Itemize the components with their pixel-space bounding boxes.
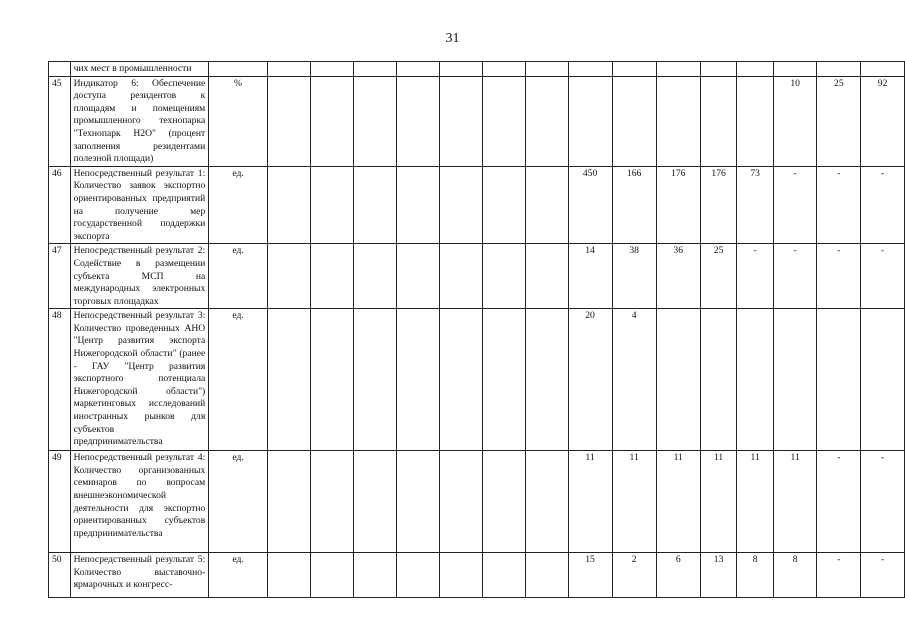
value-cell: 8	[773, 553, 817, 598]
value-cell	[267, 166, 310, 244]
value-cell	[861, 62, 905, 77]
value-cell	[568, 62, 612, 77]
value-cell: 166	[612, 166, 656, 244]
value-cell	[439, 62, 482, 77]
value-cell: 11	[737, 451, 773, 553]
value-cell	[396, 451, 439, 553]
value-cell: 15	[568, 553, 612, 598]
value-cell	[817, 62, 861, 77]
value-cell	[612, 62, 656, 77]
value-cell	[439, 309, 482, 451]
value-cell: 8	[737, 553, 773, 598]
indicator-description: чих мест в промышленности	[70, 62, 209, 77]
value-cell	[310, 244, 353, 309]
value-cell	[353, 553, 396, 598]
value-cell	[482, 553, 525, 598]
value-cell	[817, 309, 861, 451]
value-cell	[353, 166, 396, 244]
value-cell	[396, 553, 439, 598]
value-cell	[267, 76, 310, 166]
row-number: 50	[49, 553, 71, 598]
value-cell: 176	[700, 166, 737, 244]
value-cell	[482, 166, 525, 244]
unit-cell: ед.	[209, 309, 268, 451]
value-cell: 13	[700, 553, 737, 598]
value-cell	[353, 76, 396, 166]
value-cell: -	[817, 166, 861, 244]
value-cell	[737, 76, 773, 166]
value-cell: 14	[568, 244, 612, 309]
value-cell	[396, 244, 439, 309]
value-cell	[267, 451, 310, 553]
value-cell: -	[817, 553, 861, 598]
value-cell	[267, 244, 310, 309]
value-cell: 2	[612, 553, 656, 598]
value-cell: 25	[817, 76, 861, 166]
row-number: 45	[49, 76, 71, 166]
indicator-description: Непосредственный результат 1: Количество заявок экспортно ориентированных предприятий на получение мер государственной поддержки экспорта	[70, 166, 209, 244]
table-row	[49, 244, 905, 309]
unit-cell: %	[209, 76, 268, 166]
value-cell	[568, 76, 612, 166]
value-cell: -	[861, 244, 905, 309]
value-cell	[267, 62, 310, 77]
unit-cell: ед.	[209, 244, 268, 309]
value-cell: 36	[656, 244, 700, 309]
value-cell	[525, 244, 568, 309]
unit-cell: ед.	[209, 166, 268, 244]
value-cell	[773, 309, 817, 451]
indicators-table	[48, 61, 905, 598]
value-cell	[525, 166, 568, 244]
value-cell	[525, 309, 568, 451]
value-cell: -	[773, 244, 817, 309]
value-cell: 11	[656, 451, 700, 553]
value-cell: 20	[568, 309, 612, 451]
value-cell	[737, 309, 773, 451]
value-cell	[439, 76, 482, 166]
value-cell	[525, 451, 568, 553]
value-cell: -	[773, 166, 817, 244]
value-cell	[861, 309, 905, 451]
value-cell: 11	[612, 451, 656, 553]
value-cell: 450	[568, 166, 612, 244]
indicator-description: Индикатор 6: Обеспечение доступа резидентов к площадям и помещениям промышленного технопарка "Технопарк Н2О" (процент заполнения резидентами полезной площади)	[70, 76, 209, 166]
value-cell: 4	[612, 309, 656, 451]
unit-cell: ед.	[209, 451, 268, 553]
row-number: 47	[49, 244, 71, 309]
value-cell	[737, 62, 773, 77]
value-cell	[310, 76, 353, 166]
value-cell: 11	[773, 451, 817, 553]
value-cell	[482, 309, 525, 451]
indicator-description: Непосредственный результат 4: Количество организованных семинаров по вопросам внешнеэкономической деятельности для экспортно ориентированных субъектов предпринимательства	[70, 451, 209, 553]
value-cell	[439, 244, 482, 309]
value-cell: 73	[737, 166, 773, 244]
value-cell	[310, 553, 353, 598]
value-cell: 11	[700, 451, 737, 553]
table-row	[49, 451, 905, 553]
value-cell	[353, 244, 396, 309]
value-cell: 10	[773, 76, 817, 166]
value-cell	[439, 553, 482, 598]
value-cell: 92	[861, 76, 905, 166]
value-cell: -	[817, 451, 861, 553]
indicator-description: Непосредственный результат 2: Содействие в размещении субъекта МСП на международных электронных торговых площадках	[70, 244, 209, 309]
value-cell	[482, 244, 525, 309]
value-cell	[267, 309, 310, 451]
table-body	[49, 62, 905, 598]
row-number: 46	[49, 166, 71, 244]
value-cell	[439, 451, 482, 553]
table-row	[49, 76, 905, 166]
value-cell	[700, 62, 737, 77]
indicator-description: Непосредственный результат 3: Количество проведенных АНО "Центр развития экспорта Нижегородской области" (ранее - ГАУ "Центр развития экспортного потенциала Нижегородской области") маркетинговых исследований иностранных рынков для субъектов предпринимательства	[70, 309, 209, 451]
value-cell	[482, 76, 525, 166]
value-cell	[656, 76, 700, 166]
value-cell	[439, 166, 482, 244]
value-cell	[525, 76, 568, 166]
table-row	[49, 553, 905, 598]
value-cell	[700, 76, 737, 166]
value-cell	[612, 76, 656, 166]
value-cell: 25	[700, 244, 737, 309]
value-cell: 176	[656, 166, 700, 244]
indicator-description: Непосредственный результат 5: Количество выставочно-ярмарочных и конгресс-	[70, 553, 209, 598]
table-row	[49, 62, 905, 77]
value-cell	[396, 62, 439, 77]
value-cell: -	[861, 451, 905, 553]
unit-cell	[209, 62, 268, 77]
value-cell	[267, 553, 310, 598]
value-cell	[525, 62, 568, 77]
table-row	[49, 166, 905, 244]
value-cell	[396, 76, 439, 166]
value-cell: 6	[656, 553, 700, 598]
table-row	[49, 309, 905, 451]
value-cell	[353, 309, 396, 451]
value-cell: 11	[568, 451, 612, 553]
value-cell: -	[817, 244, 861, 309]
value-cell	[310, 309, 353, 451]
value-cell	[656, 62, 700, 77]
value-cell	[482, 451, 525, 553]
row-number	[49, 62, 71, 77]
value-cell	[353, 62, 396, 77]
row-number: 48	[49, 309, 71, 451]
unit-cell: ед.	[209, 553, 268, 598]
value-cell	[353, 451, 396, 553]
value-cell	[310, 166, 353, 244]
value-cell	[700, 309, 737, 451]
value-cell	[525, 553, 568, 598]
value-cell	[482, 62, 525, 77]
value-cell	[396, 309, 439, 451]
value-cell	[310, 62, 353, 77]
value-cell	[773, 62, 817, 77]
row-number: 49	[49, 451, 71, 553]
value-cell	[310, 451, 353, 553]
value-cell: -	[861, 553, 905, 598]
value-cell: 38	[612, 244, 656, 309]
value-cell: -	[861, 166, 905, 244]
value-cell: -	[737, 244, 773, 309]
value-cell	[396, 166, 439, 244]
page-number: 31	[445, 31, 460, 46]
value-cell	[656, 309, 700, 451]
